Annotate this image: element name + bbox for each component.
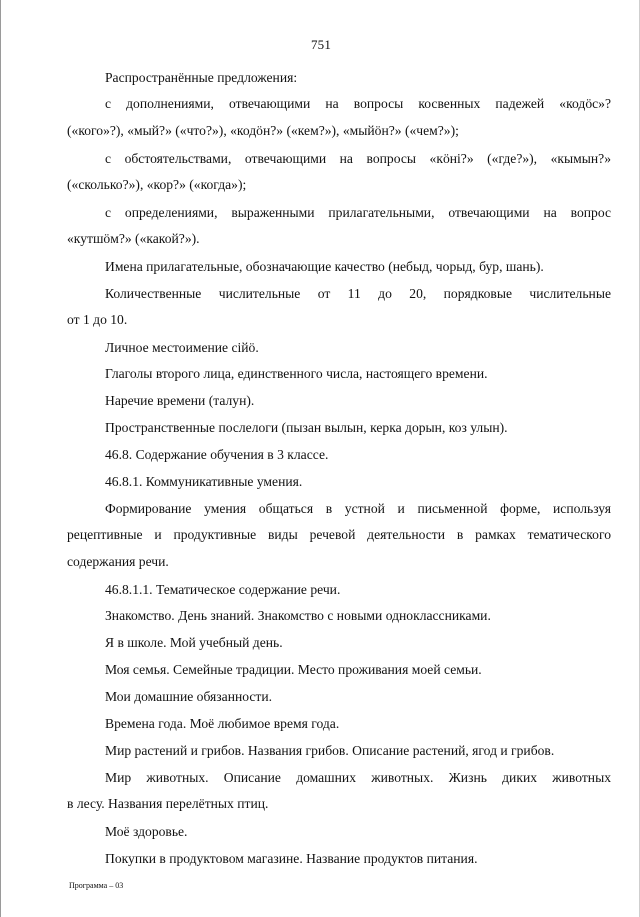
text-line: с обстоятельствами, отвечающими на вопросы «кӧнi?» («где?»), «кымын?» <box>105 151 611 166</box>
text-line: Глаголы второго лица, единственного числа, настоящего времени. <box>105 366 488 381</box>
text-line: «кутшӧм?» («какой?»). <box>67 231 200 246</box>
text-line: рецептивные и продуктивные виды речевой деятельности в рамках тематического <box>67 527 611 542</box>
footer-label: Программа – 03 <box>69 881 124 890</box>
text-line: Распространённые предложения: <box>105 70 298 85</box>
text-line: от 1 до 10. <box>67 312 128 327</box>
section-heading: 46.8.1.1. Тематическое содержание речи. <box>105 582 341 597</box>
section-heading: 46.8.1. Коммуникативные умения. <box>105 474 303 489</box>
section-heading: 46.8. Содержание обучения в 3 классе. <box>105 447 329 462</box>
text-line: с дополнениями, отвечающими на вопросы косвенных падежей «кодӧс»? <box>105 96 611 111</box>
text-line: Личное местоимение сiйӧ. <box>105 340 259 355</box>
text-line: Мои домашние обязанности. <box>105 689 273 704</box>
text-line: Формирование умения общаться в устной и письменной форме, используя <box>105 501 611 516</box>
text-line: Моя семья. Семейные традиции. Место проживания моей семьи. <box>105 662 482 677</box>
text-line: Знакомство. День знаний. Знакомство с новыми одноклассниками. <box>105 608 491 623</box>
text-line: («кого»?), «мый?» («что?»), «кодӧн?» («кем?»), «мыйӧн?» («чем?»); <box>67 123 459 138</box>
text-line: Наречие времени (талун). <box>105 393 255 408</box>
text-line: Покупки в продуктовом магазине. Название продуктов питания. <box>105 851 478 866</box>
text-line: Я в школе. Мой учебный день. <box>105 635 283 650</box>
text-line: Мир животных. Описание домашних животных. Жизнь диких животных <box>105 770 611 785</box>
text-line: Имена прилагательные, обозначающие качество (небыд, чорыд, бур, шань). <box>105 259 544 274</box>
text-line: Мир растений и грибов. Названия грибов. Описание растений, ягод и грибов. <box>105 743 555 758</box>
text-line: («сколько?»), «кор?» («когда»); <box>67 177 247 192</box>
text-line: Моё здоровье. <box>105 824 188 839</box>
text-line: в лесу. Названия перелётных птиц. <box>67 796 269 811</box>
text-line: с определениями, выраженными прилагательными, отвечающими на вопрос <box>105 205 611 220</box>
text-line: Пространственные послелоги (пызан вылын, керка дорын, коз улын). <box>105 420 508 435</box>
text-line: содержания речи. <box>67 554 169 569</box>
page-number: 751 <box>310 37 332 52</box>
text-line: Количественные числительные от 11 до 20, порядковые числительные <box>105 286 611 301</box>
text-line: Времена года. Моё любимое время года. <box>105 716 340 731</box>
